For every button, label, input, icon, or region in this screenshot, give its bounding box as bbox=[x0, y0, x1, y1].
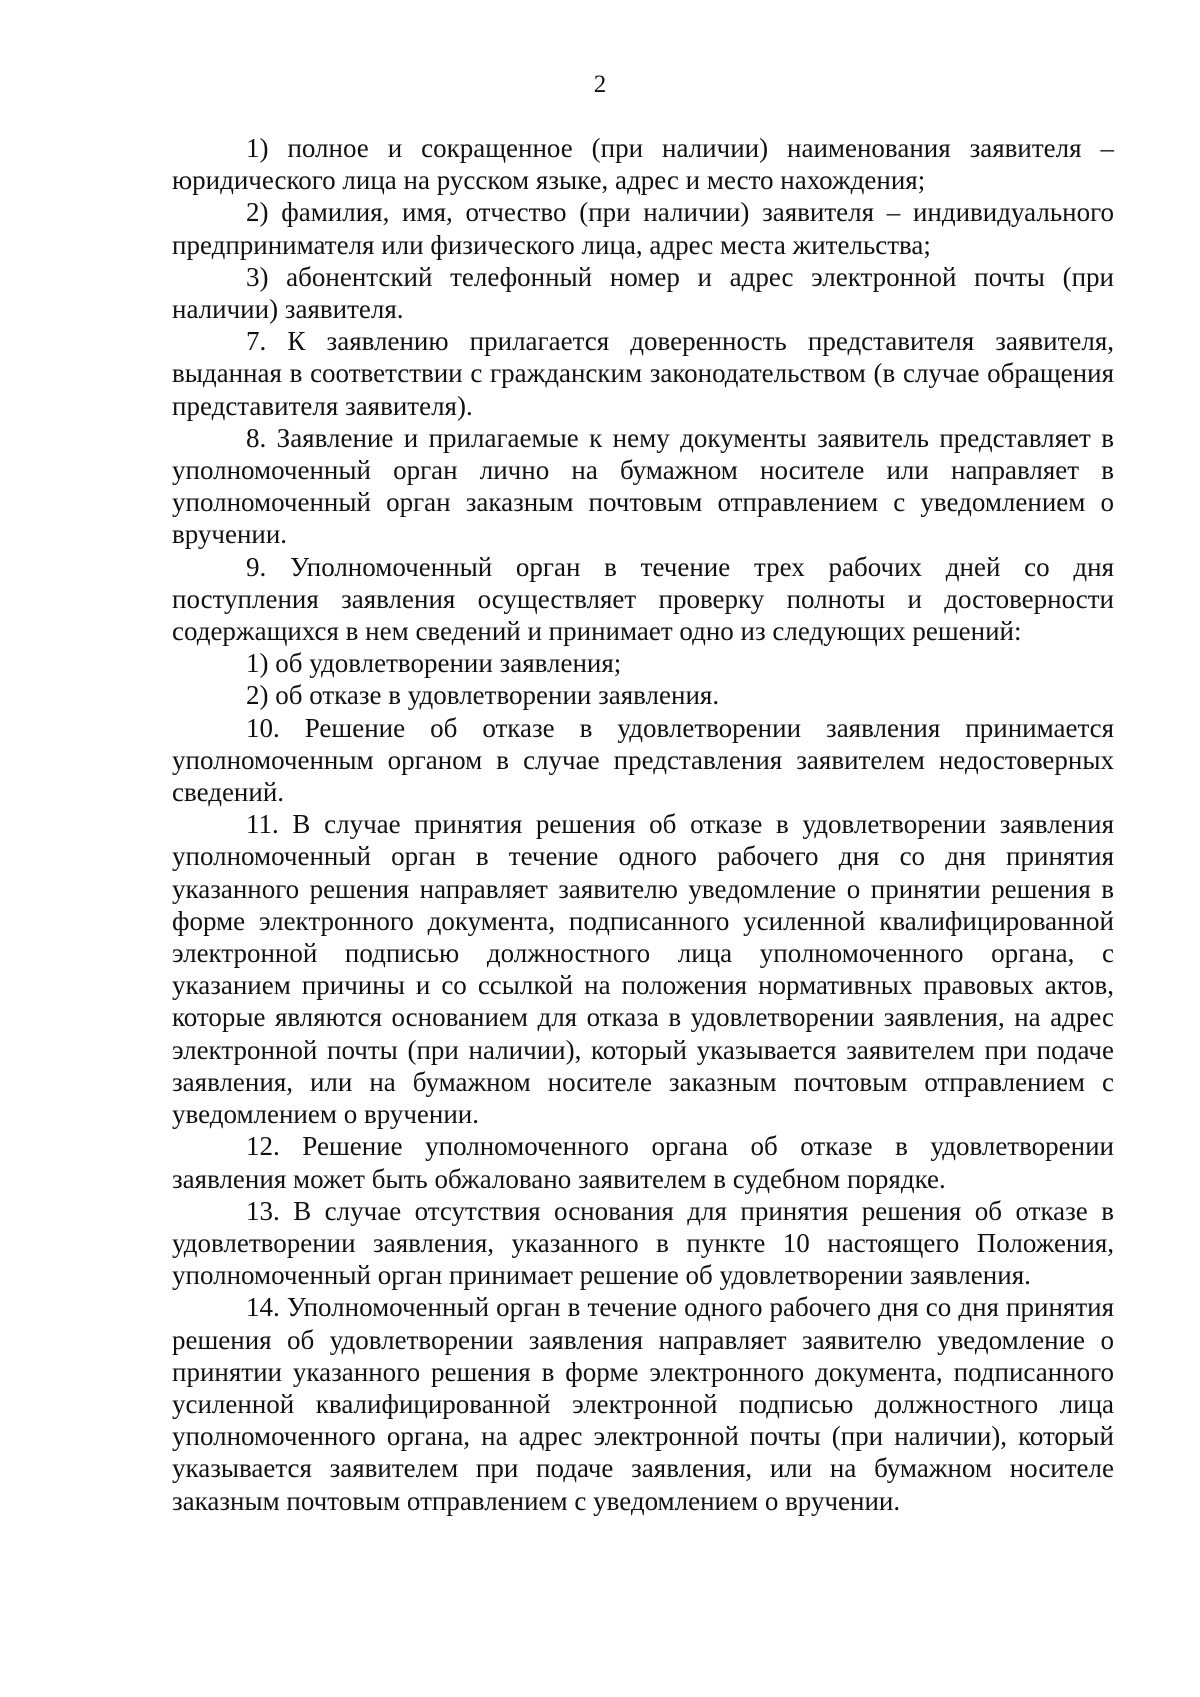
paragraph-11: 11. В случае принятия решения об отказе в удовлетворении заявления уполномоченный орган в течение одного рабочего дня со дня принятия указанного решения направляет заявителю уведомление о принятии решения в форме электронного документа, подписанного усиленной квалифицированной электронной подписью должностного лица уполномоченного органа, с указанием причины и со ссылкой на положения нормативных правовых актов, которые являются основанием для отказа в удовлетворении заявления, на адрес электронной почты (при наличии), который указывается заявителем при подаче заявления, или на бумажном носителе заказным почтовым отправлением с уведомлением о вручении. bbox=[172, 809, 1114, 1130]
paragraph-10: 10. Решение об отказе в удовлетворении заявления принимается уполномоченным органом в случае представления заявителем недостоверных сведений. bbox=[172, 712, 1114, 808]
paragraph-9: 9. Уполномоченный орган в течение трех рабочих дней со дня поступления заявления осуществляет проверку полноты и достоверности содержащихся в нем сведений и принимает одно из следующих решений: bbox=[172, 551, 1114, 647]
paragraph-8: 8. Заявление и прилагаемые к нему документы заявитель представляет в уполномоченный орган лично на бумажном носителе или направляет в уполномоченный орган заказным почтовым отправлением с уведомлением о вручении. bbox=[172, 422, 1114, 550]
paragraph-9-option-2: 2) об отказе в удовлетворении заявления. bbox=[246, 680, 720, 711]
document-body bbox=[172, 132, 1114, 1517]
paragraph-14: 14. Уполномоченный орган в течение одного рабочего дня со дня принятия решения об удовлетворении заявления направляет заявителю уведомление о принятии указанного решения в форме электронного документа, подписанного усиленной квалифицированной электронной подписью должностного лица уполномоченного органа, на адрес электронной почты (при наличии), который указывается заявителем при подаче заявления, или на бумажном носителе заказным почтовым отправлением с уведомлением о вручении. bbox=[172, 1292, 1114, 1516]
paragraph-7: 7. К заявлению прилагается доверенность представителя заявителя, выданная в соответствии с гражданским законодательством (в случае обращения представителя заявителя). bbox=[172, 326, 1114, 421]
paragraph-13: 13. В случае отсутствия основания для принятия решения об отказе в удовлетворении заявления, указанного в пункте 10 настоящего Положения, уполномоченный орган принимает решение об удовлетворении заявления. bbox=[172, 1195, 1114, 1291]
paragraph-9-option-1: 1) об удовлетворении заявления; bbox=[246, 648, 622, 679]
paragraph-item-1: 1) полное и сокращенное (при наличии) наименования заявителя – юридического лица на русском языке, адрес и место нахождения; bbox=[172, 133, 1114, 196]
page-number: 2 bbox=[593, 71, 607, 98]
paragraph-item-3: 3) абонентский телефонный номер и адрес электронной почты (при наличии) заявителя. bbox=[172, 261, 1114, 325]
paragraph-item-2: 2) фамилия, имя, отчество (при наличии) заявителя – индивидуального предпринимателя или физического лица, адрес места жительства; bbox=[172, 197, 1114, 260]
paragraph-12: 12. Решение уполномоченного органа об отказе в удовлетворении заявления может быть обжаловано заявителем в судебном порядке. bbox=[172, 1131, 1114, 1194]
